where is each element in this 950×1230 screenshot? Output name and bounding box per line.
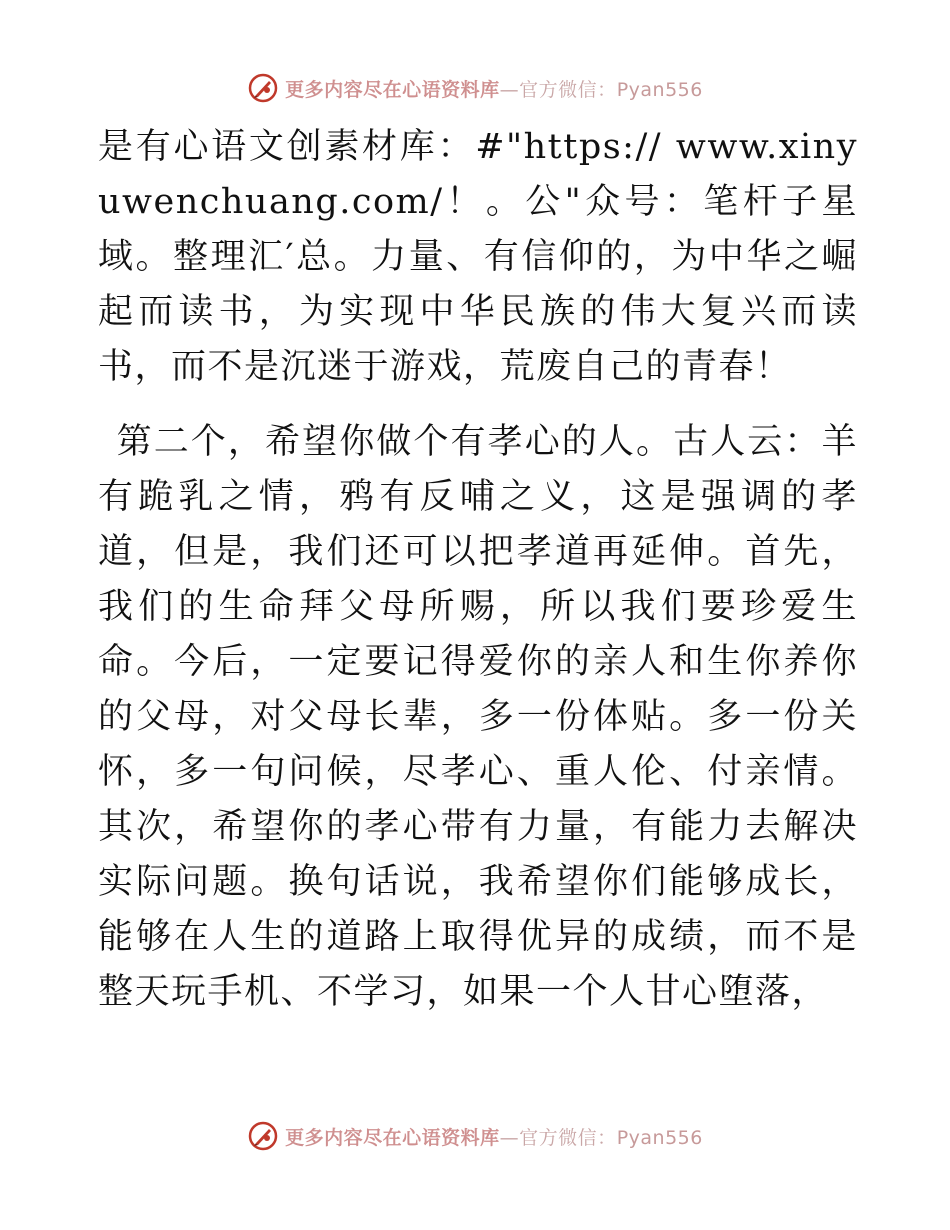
quill-logo-icon: [247, 1120, 279, 1152]
footer-separator: —: [499, 1126, 520, 1149]
header-wechat-id: Pyan556: [616, 78, 703, 101]
paragraph-2: 第二个，希望你做个有孝心的人。古人云：羊有跪乳之情，鸦有反哺之义，这是强调的孝道，但是，我们还可以把孝道再延伸。首先，我们的生命拜父母所赐，所以我们要珍爱生命。今后，一定要记得爱你的亲人和生你养你的父母，对父母长辈，多一份体贴。多一份关怀，多一句问候，尽孝心、重人伦、付亲情。其次，希望你的孝心带有力量，有能力去解决实际问题。换句话说，我希望你们能够成长，能够在人生的道路上取得优异的成绩，而不是整天玩手机、不学习，如果一个人甘心堕落，: [98, 422, 858, 1012]
footer-wechat-id: Pyan556: [616, 1126, 703, 1149]
header-watermark-text: [285, 75, 703, 102]
header-watermark: [0, 72, 950, 104]
header-wechat-label: 官方微信：: [519, 78, 617, 101]
header-brand-text: 更多内容尽在心语资料库: [285, 78, 500, 101]
document-body: [98, 120, 858, 1020]
paragraph-2-wrapper: [98, 415, 858, 1020]
footer-watermark-text: [285, 1123, 703, 1150]
header-separator: —: [499, 78, 520, 101]
paragraph-1: 是有心语文创素材库：#"https:// www.xinyuwenchuang.com/！。公"众号：笔杆子星域。整理汇′总。力量、有信仰的，为中华之崛起而读书，为实现中华民族的伟大复兴而读书，而不是沉迷于游戏，荒废自己的青春！: [98, 127, 858, 387]
footer-wechat-label: 官方微信：: [519, 1126, 617, 1149]
footer-watermark: [0, 1120, 950, 1152]
quill-logo-icon: [247, 72, 279, 104]
footer-brand-text: 更多内容尽在心语资料库: [285, 1126, 500, 1149]
